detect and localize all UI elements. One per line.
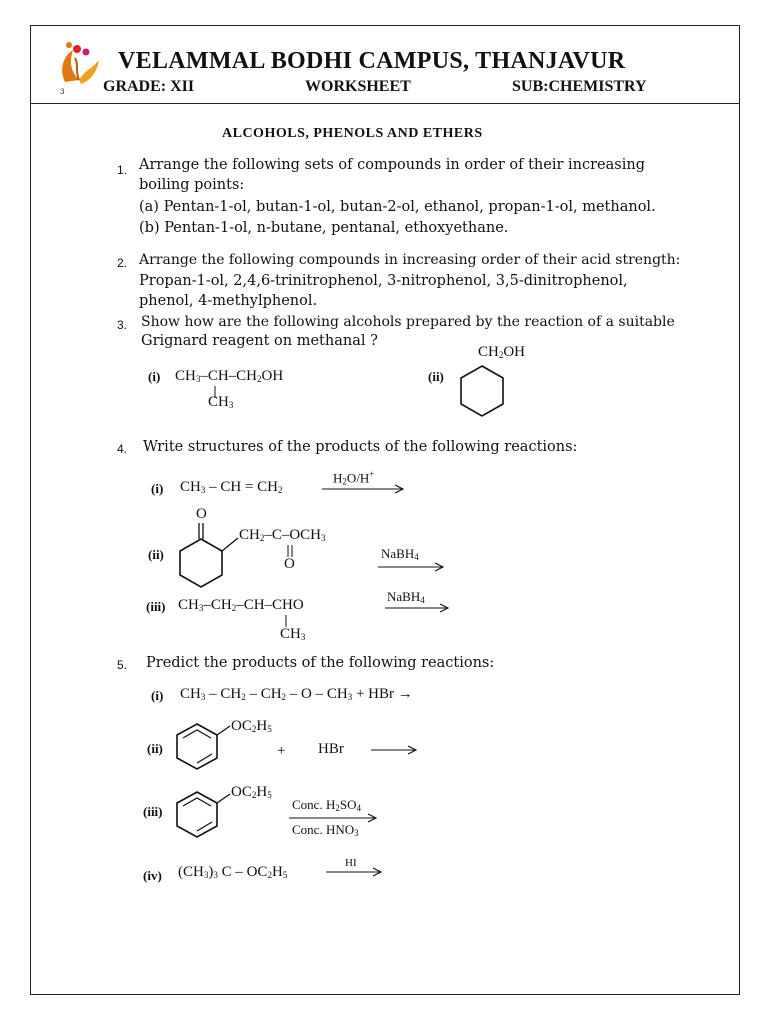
q2-number: 2.	[117, 256, 128, 270]
q4-ii-chain: $CH_2-C-OCH_3$	[239, 527, 326, 543]
q2-line3: phenol, 4-methylphenol.	[139, 293, 318, 309]
q5-ii-arrow-icon	[371, 745, 419, 755]
q1-part-b: (b) Pentan-1-ol, n-butane, pentanal, ethoxyethane.	[139, 220, 509, 236]
q5-iv-reagent: HI	[345, 857, 357, 869]
q2-line1: Arrange the following compounds in increasing order of their acid strength:	[139, 252, 681, 268]
logo-mark: 3	[60, 88, 65, 96]
q4-iii-formula: $CH_3-CH_2-CH$–CHO	[178, 597, 304, 613]
q5-iii-label: (iii)	[143, 804, 163, 819]
q5-ii-plus: +	[277, 743, 286, 759]
school-name: VELAMMAL BODHI CAMPUS, THANJAVUR	[118, 48, 626, 74]
subject-label: SUB:CHEMISTRY	[512, 78, 647, 95]
cyclohexanone-ring-icon	[170, 505, 260, 590]
q1-line1: Arrange the following sets of compounds in order of their increasing	[139, 157, 645, 173]
q4-iii-arrow-icon	[385, 603, 451, 613]
q4-iii-methyl: $CH_3$	[280, 626, 306, 642]
benzene-ring-icon	[172, 784, 234, 844]
q5-iii-reagent-top: Conc. $H_2SO_4$	[292, 797, 361, 813]
q1-number: 1.	[117, 163, 128, 177]
q5-ii-substituent: $OC_2H_5$	[231, 718, 272, 734]
q3-ii-substituent: $CH_2OH$	[478, 344, 526, 360]
q3-line2: Grignard reagent on methanal ?	[141, 333, 378, 349]
q5-i-formula: $CH_3 - CH_2 - CH_2$ – O – $CH_3$ + HBr →	[180, 686, 413, 702]
q5-number: 5.	[117, 658, 128, 672]
q4-i-label: (i)	[151, 481, 164, 496]
q1-line2: boiling points:	[139, 177, 245, 193]
worksheet-topic: ALCOHOLS, PHENOLS AND ETHERS	[222, 126, 483, 141]
q3-line1: Show how are the following alcohols prepared by the reaction of a suitable	[141, 314, 675, 330]
q3-number: 3.	[117, 318, 128, 332]
q4-ii-reagent: NaBH$_4$	[381, 546, 419, 562]
q5-ii-label: (ii)	[147, 741, 163, 756]
q1-part-a: (a) Pentan-1-ol, butan-1-ol, butan-2-ol, ethanol, propan-1-ol, methanol.	[139, 199, 656, 215]
q4-i-formula: $CH_3$ – CH = $CH_2$	[180, 479, 283, 495]
q5-line1: Predict the products of the following reactions:	[146, 655, 495, 671]
q4-ii-arrow-icon	[378, 562, 446, 572]
q5-iii-substituent: $OC_2H_5$	[231, 784, 272, 800]
q4-number: 4.	[117, 442, 128, 456]
q5-iv-arrow-icon	[326, 867, 384, 877]
q4-line1: Write structures of the products of the following reactions:	[143, 439, 578, 455]
q4-i-reagent: $H_2O/H^+$	[333, 469, 375, 487]
grade-label: GRADE: XII	[103, 78, 195, 95]
school-logo-icon	[55, 40, 105, 92]
q3-ii-label: (ii)	[428, 369, 444, 384]
q2-line2: Propan-1-ol, 2,4,6-trinitrophenol, 3-nitrophenol, 3,5-dinitrophenol,	[139, 273, 628, 289]
q5-iii-reagent-bottom: Conc. $HNO_3$	[292, 822, 359, 838]
q5-ii-reagent: HBr	[318, 741, 344, 757]
q3-i-formula: $CH_3-CH-CH_2OH$	[175, 368, 284, 384]
q4-i-arrow-icon	[322, 484, 406, 494]
worksheet-label: WORKSHEET	[305, 78, 411, 95]
q4-ii-carbonyl-o: O	[196, 506, 207, 522]
header-rule	[30, 103, 740, 104]
q5-iv-label: (iv)	[143, 868, 162, 883]
q3-i-methyl: $CH_3$	[208, 394, 234, 410]
q4-iii-label: (iii)	[146, 599, 166, 614]
q3-i-label: (i)	[148, 369, 161, 384]
q4-iii-reagent: NaBH$_4$	[387, 589, 425, 605]
cyclohexane-ring-icon	[455, 362, 509, 422]
q5-iv-formula: $(CH_3)_3$ C – $OC_2H_5$	[178, 864, 288, 880]
q5-i-label: (i)	[151, 688, 164, 703]
q4-ii-label: (ii)	[148, 547, 164, 562]
q4-ii-ester-o: O	[284, 556, 295, 572]
benzene-ring-icon	[172, 716, 234, 776]
